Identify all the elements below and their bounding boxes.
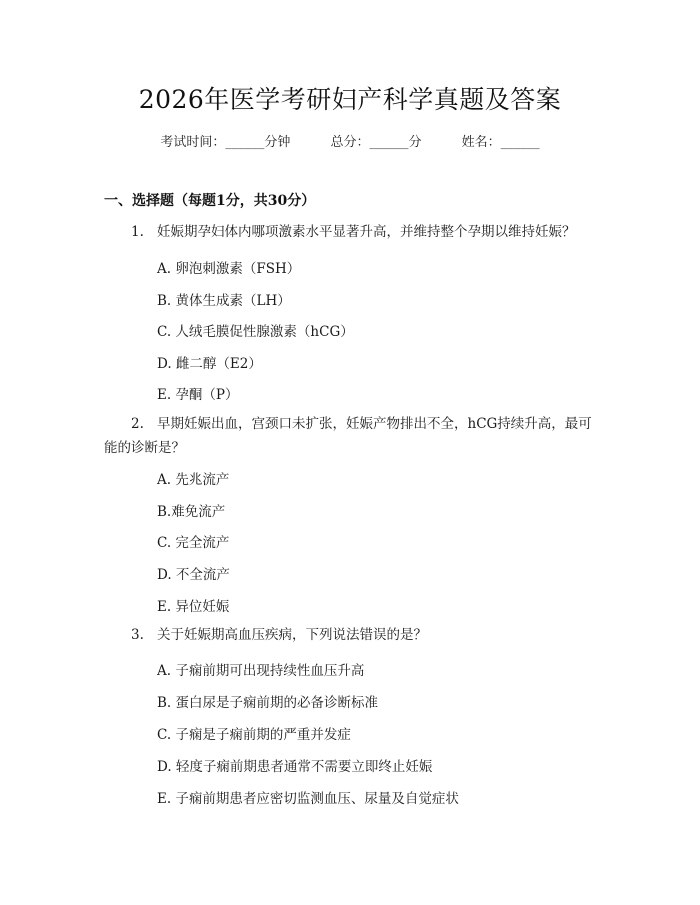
option-2c: C. 完全流产: [157, 535, 230, 551]
option-3a: A. 子痫前期可出现持续性血压升高: [157, 663, 365, 679]
question-text: 关于妊娠期高血压疾病，下列说法错误的是？: [157, 627, 427, 643]
question-number: 1.: [131, 224, 144, 240]
question-number: 3.: [131, 627, 144, 643]
exam-score: 总分：______分: [330, 135, 422, 150]
option-1d: D. 雌二醇（E2）: [157, 356, 262, 372]
page-title: 2026年医学考研妇产科学真题及答案: [138, 85, 562, 114]
option-3e: E. 子痫前期患者应密切监测血压、尿量及自觉症状: [157, 791, 459, 807]
question-number: 2.: [131, 416, 144, 432]
exam-time: 考试时间：______分钟: [160, 135, 291, 150]
option-1b: B. 黄体生成素（LH）: [157, 293, 291, 309]
option-3d: D. 轻度子痫前期患者通常不需要立即终止妊娠: [157, 759, 433, 775]
option-3c: C. 子痫是子痫前期的严重并发症: [157, 727, 351, 743]
option-3b: B. 蛋白尿是子痫前期的必备诊断标准: [157, 695, 379, 711]
question-1: [131, 220, 576, 244]
option-1e: E. 孕酮（P）: [157, 387, 239, 403]
question-text: 早期妊娠出血，宫颈口未扩张，妊娠产物排出不全，hCG持续升高，最可: [157, 416, 592, 432]
question-2: [131, 412, 592, 436]
question-text: 妊娠期孕妇体内哪项激素水平显著升高，并维持整个孕期以维持妊娠？: [157, 224, 576, 240]
exam-meta: [0, 131, 700, 150]
question-2-continued: 能的诊断是？: [104, 440, 185, 456]
option-2b: B.难免流产: [157, 504, 226, 520]
exam-name: 姓名：______: [461, 135, 540, 150]
question-3: [131, 623, 427, 647]
section-heading: 一、选择题（每题1分，共30分）: [104, 193, 316, 209]
option-2e: E. 异位妊娠: [157, 599, 230, 615]
option-1c: C. 人绒毛膜促性腺激素（hCG）: [157, 324, 354, 340]
option-2d: D. 不全流产: [157, 567, 230, 583]
option-2a: A. 先兆流产: [157, 472, 230, 488]
option-1a: A. 卵泡刺激素（FSH）: [157, 261, 301, 277]
